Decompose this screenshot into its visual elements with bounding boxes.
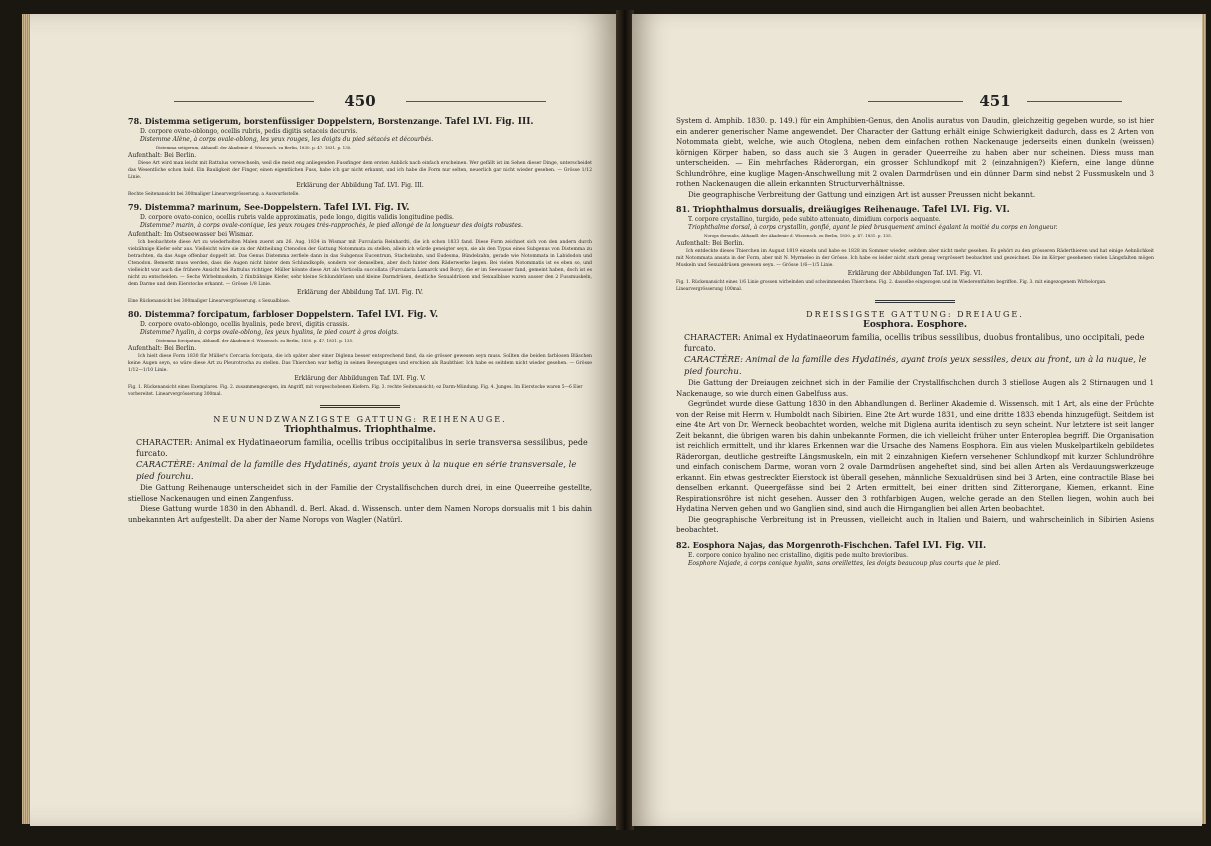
latin-diagnosis: D. corpore ovato-oblongo, ocellis rubris, pedis digitis setaceis decurvis. <box>140 128 358 135</box>
entry-heading <box>676 540 1154 552</box>
plate-reference: Tafel LVI. Fig. IV. <box>323 203 410 213</box>
entry-title: 79. Distemma? marinum, See-Doppelstern. <box>128 202 322 212</box>
genus-name: Triophthalmus. Triophthalme. <box>284 425 436 435</box>
genus-description: Die Gattung der Dreiaugen zeichnet sich in der Familie der Crystallfischchen durch 3 stiellose Augen als 2 Stirnaugen und 1 Nackenauge, so wie durch einen Gabelfuss aus. <box>676 378 1154 398</box>
habitat: Aufenthalt: Bei Berlin. <box>676 240 745 247</box>
genus-name: Eosphora. Eosphore. <box>863 320 967 330</box>
page-number: 451 <box>836 92 1154 110</box>
latin-diagnosis: T. corpore crystallino, turgido, pede subito attenuato, dimidium corporis aequante. <box>688 216 941 223</box>
right-page <box>632 14 1202 826</box>
page-number: 450 <box>128 92 592 110</box>
description: Ich hielt diese Form 1830 für Müller's Cercaria forcipata, die ich später aber einer Diglena besser entsprechend fand, da sie grösser gewesen seyn muss. Sollten die beiden farblosen Bläschen keine Augen seyn, so wäre diese Art zu Pleurotrocha zu stellen. Das Thierchen war heftig in seinen Bewegungen und erschien als Raubthier. Ich habe es seitdem nicht wieder gesehen. — Grösse 1/12—1/10 Linie. <box>128 354 592 373</box>
habitat: Aufenthalt: Im Ostseewasser bei Wismar. <box>128 231 254 238</box>
continued-text: System d. Amphib. 1830. p. 149.) für ein Amphibien-Genus, den Anolis auratus von Daudin, gleichzeitig gegeben wurde, so ist hier ein anderer generischer Name angewendet. Der Character der Gattung erhält einige Schwierigkeit dadurch, dass es 2 Arten von Notommata giebt, welche, wie auch Otoglena, neben dem einfachen rothen Nackenauge jederseits einen dunkeln (weissen) körnigen Körper haben, so dass auch sie 3 Augen in gerader Queerreihe zu haben aber nur scheinen. Diess muss man unterscheiden. — Ein mehrfaches Räderorgan, ein grosser Schlundkopf mit 2 (einzahnigen?) Kiefern, eine lange dünne Schlundröhre, eine kuglige Magen-Anschwellung mit 2 ovalen Darmdrüsen und ein dünner Darm sind nebst 2 Fussmuskeln und 3 rothen Nackenaugen die allein erkannten Structurverhältnisse. <box>676 116 1154 188</box>
distribution-text: Die geographische Verbreitung ist in Preussen, vielleicht auch in Italien und Baiern, und wahrscheinlich in Sibirien Asiens beobachtet. <box>676 514 1154 534</box>
entry-title: 78. Distemma setigerum, borstenfüssiger Doppelstern, Borstenzange. <box>128 116 443 126</box>
plate-reference: Tafel LVI. Fig. VI. <box>922 205 1010 215</box>
entry-heading <box>128 309 592 321</box>
genus-history: Diese Gattung wurde 1830 in den Abhandl. d. Berl. Akad. d. Wissensch. unter dem Namen Norops dorsualis mit 1 bis dahin unbekannten Art aufgestellt. Da aber der Name Norops von Wagler (Natürl. <box>128 504 592 524</box>
genus-description: Die Gattung Reihenauge unterscheidet sich in der Familie der Crystallfischchen durch drei, in eine Queerreihe gestellte, stiellose Nackenaugen und einen Zangenfuss. <box>128 483 592 503</box>
plate-reference: Tafel LVI. Fig. III. <box>444 117 534 127</box>
figure-heading: Erklärung der Abbildung Taf. LVI. Fig. IV. <box>296 289 424 296</box>
habitat: Aufenthalt: Bei Berlin. <box>128 152 197 159</box>
french-diagnosis: Triophthalme dorsal, à corps crystallin, gonflé, ayant le pied brusquement aminci égalant la moitié du corps en longueur. <box>688 224 1058 231</box>
figure-heading: Erklärung der Abbildung Taf. LVI. Fig. III. <box>296 182 424 189</box>
french-diagnosis: Distemme? marin, à corps ovale-conique, les yeux rouges très-rapprochés, le pied allongé de la longueur des doigts robustes. <box>140 222 523 229</box>
figure-heading: Erklärung der Abbildungen Taf. LVI. Fig. V. <box>294 375 426 382</box>
french-diagnosis: Distemme? hyalin, à corps ovale-oblong, les yeux hyalins, le pied court à gros doigts. <box>140 329 399 336</box>
description: Ich beobachtete diese Art zu wiederholten Malen zuerst am 26. Aug. 1834 in Wismar mit Furcularia Reinhardti, die ich schon 1833 fand. Diese Form zeichnet sich von den andern durch vielzähnige Kiefer sehr aus. Vielleicht wäre sie zu der Abtheilung Ctenodon der Gattung Notommata zu stellen, allein ich würde geneigter seyn, sie als den Typus eines Subgenus von Distemma zu betrachten, da das Auge offenbar doppelt ist. Das Genus Distemma zerfiele dann in das Subgenus Eucentrum, Stachelzahn, und Eudesma, Bündelzahn, gerade wie Notommata in Labidodon und Ctenodon. Bemerkt muss werden, dass die Augen nicht hinter dem Schlundkopfe, sondern vor demselben, aber doch hinter dem Räderwerke liegen. Bei vielen Notommatis ist es eben so, und vielleicht war auch die frühere Ansicht bei Rattulus richtiger. Müller könnte diese Art als Vorticella succollata (Furcularia Lamarck und Bory), die er im Seewasser fand, gemeint haben, doch ist es nicht zu entscheiden. — Sechs Wirbelmuskeln, 2 fünfzähnige Kiefer, sehr kleine Schlunddrüsen und kleine Darmdrüsen, deutliche Sexualdrüsen und Sexualblase waren ausser den 2 Fussmuskeln, dem Darme und dem Eierstocke erkannt. — Grösse 1/8 Linie. <box>128 240 592 287</box>
section-divider <box>320 405 400 408</box>
entry-heading <box>676 204 1154 216</box>
figure-heading: Erklärung der Abbildungen Taf. LVI. Fig. VI. <box>847 270 983 277</box>
genus-history: Gegründet wurde diese Gattung 1830 in den Abhandlungen d. Berliner Akademie d. Wissensch. mit 1 Art, als eine der Früchte von der Reise mit Herrn v. Humboldt nach Sibirien. Eine 2te Art wurde 1831, und eine dritte 1833 ebenda hinzugefügt. Seitdem ist eine 4te Art von Dr. Werneck beobachtet worden, welche mit Diglena aurita identisch zu seyn scheint. Nur letztere ist seit langer Zeit bekannt, die übrigen waren bis dahin unbekannte Formen, die ich vielleicht früher unter Enteroplea begriff. Die Organisation ist reichlich ermittelt, und ihr klares Erkennen war die Ursache des Namens Eosphora. Ein aus vielen Muskelpartikeln gebildetes Räderorgan, deutliche gestreifte Längsmuskeln, ein mit 2 einzahnigen Kiefern versehener Schlundkopf mit kurzer Schlundröhre und einfach conischem Darme, woran vorn 2 ovale Darmdrüsen angeheftet sind, sind bei allen Arten als Verdauungswerkzeuge erkannt. Ein etwas gestreckter Eierstock ist überall gesehen, männliche Sexualdrüsen sind bei 3 Arten, eine contractile Blase bei denselben erkannt. Queergefässe sind bei 2 Arten ermittelt, bei einer dritten sind Zitterorgane, Kiemen, erkannt. Eine Respirationsröhre ist nicht gesehen. Ausser den 3 rothfarbigen Augen, welche gerade an den Stellen liegen, wohin auch bei Hydatina Nerven gehen und wo Ganglien sind, sind auch die Hirnganglien bei allen Arten beobachtet. <box>676 399 1154 513</box>
section-heading: NEUNUNDZWANZIGSTE GATTUNG: REIHENAUGE. <box>213 415 507 424</box>
entry-heading <box>128 116 592 128</box>
entry-heading <box>128 202 592 214</box>
habitat: Aufenthalt: Bei Berlin. <box>128 345 197 352</box>
citation: Distemma setigerum, Abhandl. der Akademie d. Wissensch. zu Berlin, 1830. p. 47. 1831. p. 135. <box>156 145 352 150</box>
figure-caption: Eine Rückenansicht bei 300maliger Linearvergrösserung. s Sexualblase. <box>128 299 291 304</box>
entry-title: 82. Eosphora Najas, das Morgenroth-Fischchen. <box>676 539 892 550</box>
latin-diagnosis: D. corpore ovato-oblongo, ocellis hyalinis, pede brevi, digitis crassis. <box>140 321 350 328</box>
section-divider <box>875 300 955 303</box>
french-diagnosis: Eosphore Najade, à corps conique hyalin, sans oreillettes, les doigts beaucoup plus courts que le pied. <box>688 559 1001 567</box>
entry-title: 80. Distemma? forcipatum, farbloser Doppelstern. <box>128 309 354 319</box>
citation: Norops dorsualis, Abhandl. der Akademie d. Wissensch. zu Berlin, 1830. p. 47. 1831. p. 135. <box>704 233 892 238</box>
figure-caption: Fig. 1. Rückenansicht eines 1/6 Linie grossen wirbelnden und schwimmenden Thierchens. Fig. 2. dasselbe eingezogen und im Wiederentfalten begriffen. Fig. 3. mit eingezogenem Wirbelorgan. Linearvergrösserung 100mal. <box>676 280 1107 292</box>
latin-character: CHARACTER: Animal ex Hydatinaeorum familia, ocellis tribus sessilibus, duobus frontalibus, uno occipitali, pede furcato. <box>684 333 1145 353</box>
plate-reference: Tafel LVI. Fig. V. <box>356 310 439 320</box>
distribution-text: Die geographische Verbreitung der Gattung und einzigen Art ist ausser Preussen nicht bekannt. <box>688 189 1036 199</box>
french-character: CARACTÈRE: Animal de la famille des Hydatinés, ayant trois yeux à la nuque en série transversale, le pied fourchu. <box>136 460 577 482</box>
citation: Distemma forcipatum, Abhandl. der Akademie d. Wissensch. zu Berlin, 1830. p. 47. 1831. p. 135. <box>156 338 354 343</box>
latin-diagnosis: D. corpore ovato-conico, ocellis rubris valde approximatis, pede longo, digitis validis longitudine pedis. <box>140 214 454 221</box>
figure-caption: Fig. 1. Rückenansicht eines Exemplares. Fig. 2. zusammengezogen, im Angriff, mit vorgeschobenen Kiefern. Fig. 3. rechte Seitenansicht; ez Darm-Mündung. Fig. 4. Junges. Im Eierstocke waren 5—6 Eier vorbereitet. Linearvergrösserung 300mal. <box>128 385 583 397</box>
description: Ich entdeckte dieses Thierchen im August 1819 einzeln und habe es 1828 im Sommer wieder, seitdem aber nicht mehr gesehen. Es gehört zu den grösseren Räderthieren und hat einige Aehnlichkeit mit Notommata ansata in der Form, aber mit N. Myrmeleo in der Grösse. Ich habe es leider nicht stark genug vergrössert beobachtet und gezeichnet. Die im Körper gesehenen vielen Längsfalten mögen Muskeln und Sexualdrüsen gewesen seyn. — Grösse 1/6—1/5 Linie. <box>676 249 1154 268</box>
section-heading: DREISSIGSTE GATTUNG: DREIAUGE. <box>806 310 1024 319</box>
figure-caption: Rechte Seitenansicht bei 300maliger Linearvergrösserung. a Auswurfsstelle. <box>128 192 300 197</box>
latin-diagnosis: E. corpore conico hyalino nec cristallino, digitis pede multo brevioribus. <box>688 551 909 559</box>
entry-title: 81. Triophthalmus dorsualis, dreiäugiges Reihenauge. <box>676 204 920 214</box>
french-character: CARACTÈRE: Animal de la famille des Hydatinés, ayant trois yeux sessiles, deux au front, un à la nuque, le pied fourchu. <box>684 355 1147 377</box>
left-page <box>30 14 618 826</box>
description: Diese Art wird man leicht mit Rattulus verwechseln, weil die meist eng anliegenden Fussfinger dem ersten Anblick nach einfach erscheinen. Wer gefällt ist im Sehen dieser Dinge, unterscheidet das Wesentliche schon bald. Ein Bauligkeit der Finger, einen eigentlichen Fuss, habe ich gar nicht erkannt, und ich habe die Form nur selten, neuerlich gar nicht wieder gesehen. — Grösse 1/12 Linie. <box>128 161 592 180</box>
latin-character: CHARACTER: Animal ex Hydatinaeorum familia, ocellis tribus occipitalibus in serie transversa sessilibus, pede furcato. <box>136 438 588 458</box>
french-diagnosis: Distemme Alène, à corps ovale-oblong, les yeux rouges, les doigts du pied sétacés et décourbés. <box>140 136 434 143</box>
plate-reference: Tafel LVI. Fig. VII. <box>894 540 987 551</box>
